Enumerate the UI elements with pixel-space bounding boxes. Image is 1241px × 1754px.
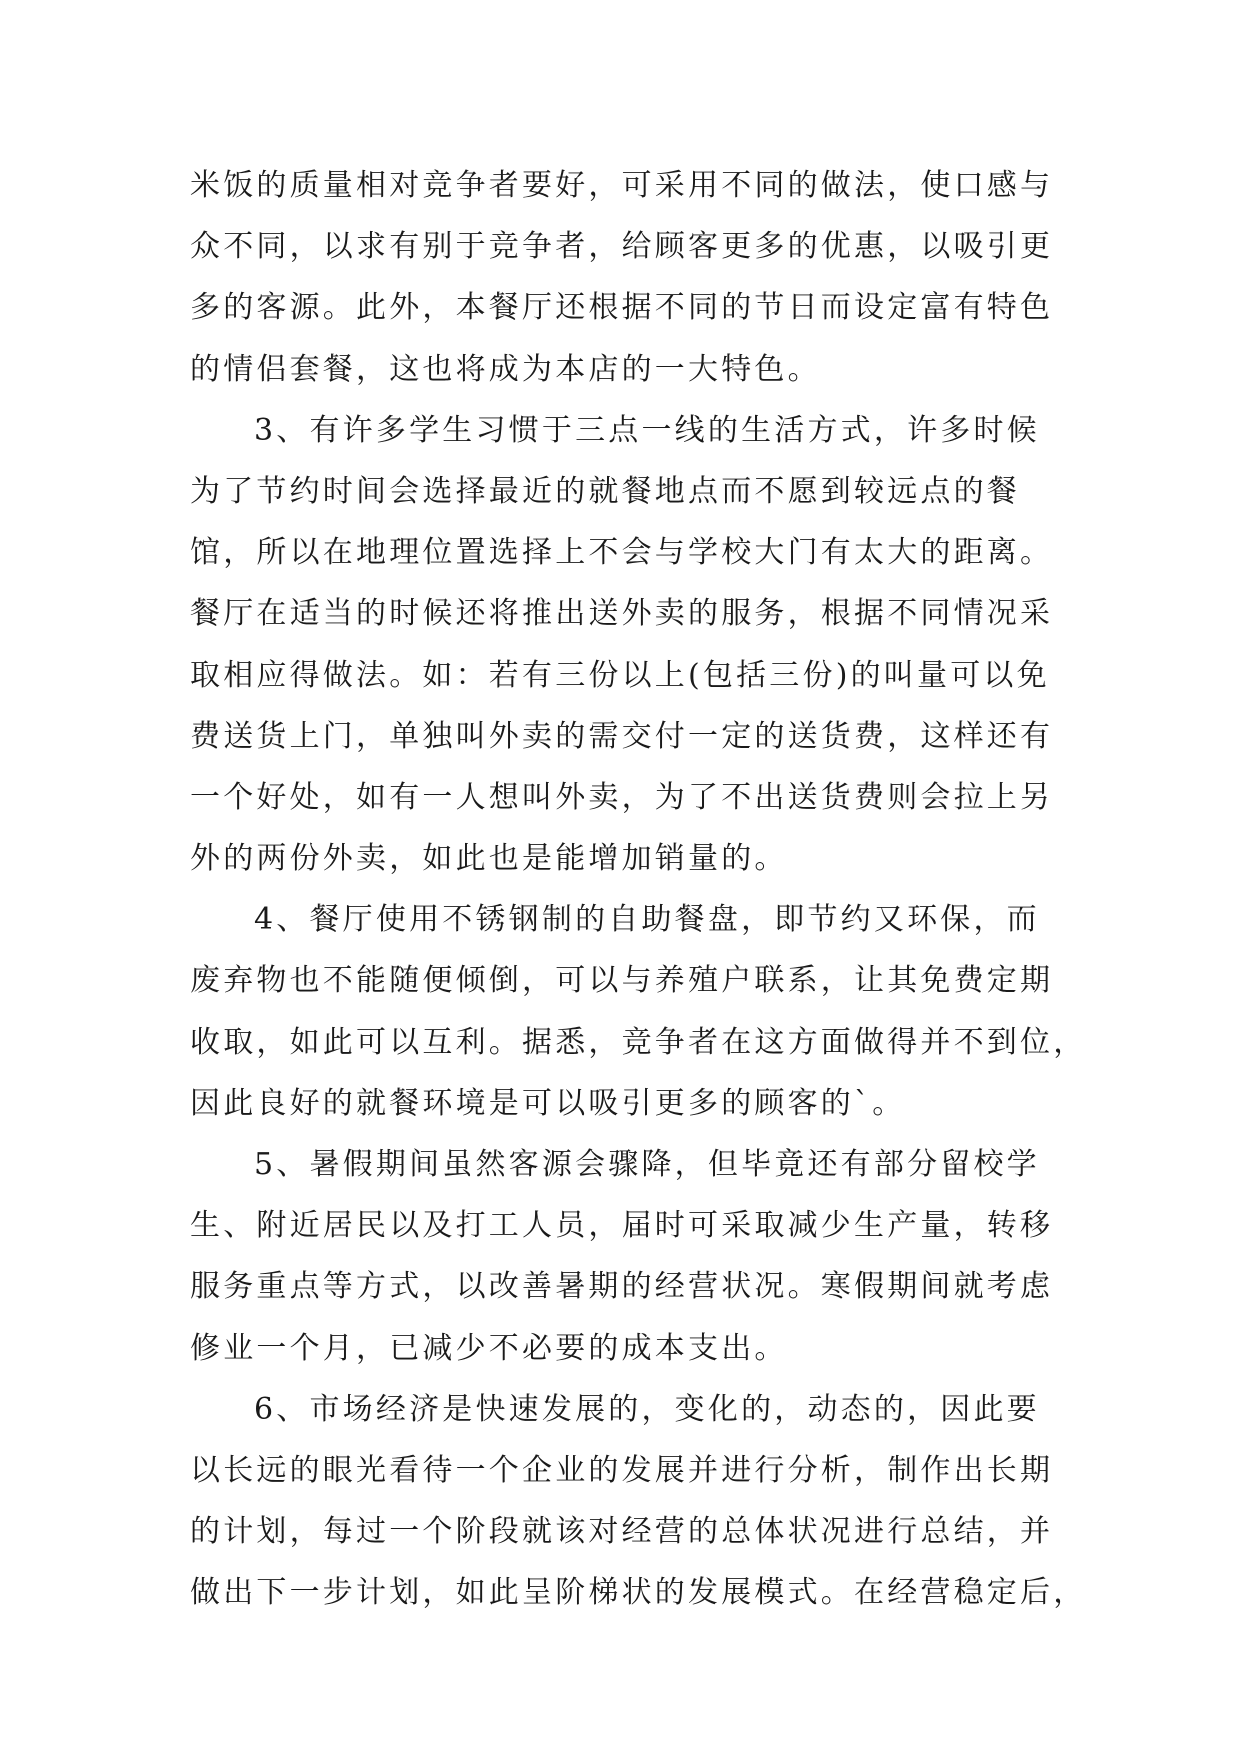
text-line: 修业一个月，已减少不必要的成本支出。 [190,1330,788,1366]
text-line: 废弃物也不能随便倾倒，可以与养殖户联系，让其免费定期 [190,963,1054,999]
text-line: 餐厅在适当的时候还将推出送外卖的服务，根据不同情况采 [190,596,1054,632]
document-body [190,155,1087,1624]
text-line: 收取，如此可以互利。据悉，竞争者在这方面做得并不到位， [190,1024,1087,1060]
text-line: 的计划，每过一个阶段就该对经营的总体状况进行总结，并 [190,1514,1054,1550]
text-line: 费送货上门，单独叫外卖的需交付一定的送货费，这样还有 [190,718,1054,754]
text-line: 取相应得做法。如：若有三份以上(包括三份)的叫量可以免 [190,657,1050,693]
text-line: 米饭的质量相对竞争者要好，可采用不同的做法，使口感与 [190,168,1054,203]
paragraph-first-line: 4、餐厅使用不锈钢制的自助餐盘，即节约又环保，而 [254,902,1040,938]
text-line: 的情侣套餐，这也将成为本店的一大特色。 [190,351,821,387]
text-line: 生、附近居民以及打工人员，届时可采取减少生产量，转移 [190,1208,1054,1244]
text-line: 外的两份外卖，如此也是能增加销量的。 [190,841,788,877]
text-line: 众不同，以求有别于竞争者，给顾客更多的优惠，以吸引更 [190,229,1054,265]
paragraph-first-line: 5、暑假期间虽然客源会骤降，但毕竟还有部分留校学 [254,1147,1040,1182]
text-line: 以长远的眼光看待一个企业的发展并进行分析，制作出长期 [190,1452,1054,1488]
text-line: 服务重点等方式，以改善暑期的经营状况。寒假期间就考虑 [190,1269,1054,1305]
text-line: 多的客源。此外，本餐厅还根据不同的节日而设定富有特色 [190,290,1054,326]
paragraph-first-line: 6、市场经济是快速发展的，变化的，动态的，因此要 [254,1391,1040,1427]
text-line: 一个好处，如有一人想叫外卖，为了不出送货费则会拉上另 [190,779,1054,815]
text-line: 馆，所以在地理位置选择上不会与学校大门有太大的距离。 [190,535,1054,571]
text-line: 做出下一步计划，如此呈阶梯状的发展模式。在经营稳定后， [190,1575,1087,1611]
text-line: 为了节约时间会选择最近的就餐地点而不愿到较远点的餐 [190,473,1020,509]
paragraph-first-line: 3、有许多学生习惯于三点一线的生活方式，许多时候 [254,412,1040,448]
text-line: 因此良好的就餐环境是可以吸引更多的顾客的`。 [190,1085,906,1121]
